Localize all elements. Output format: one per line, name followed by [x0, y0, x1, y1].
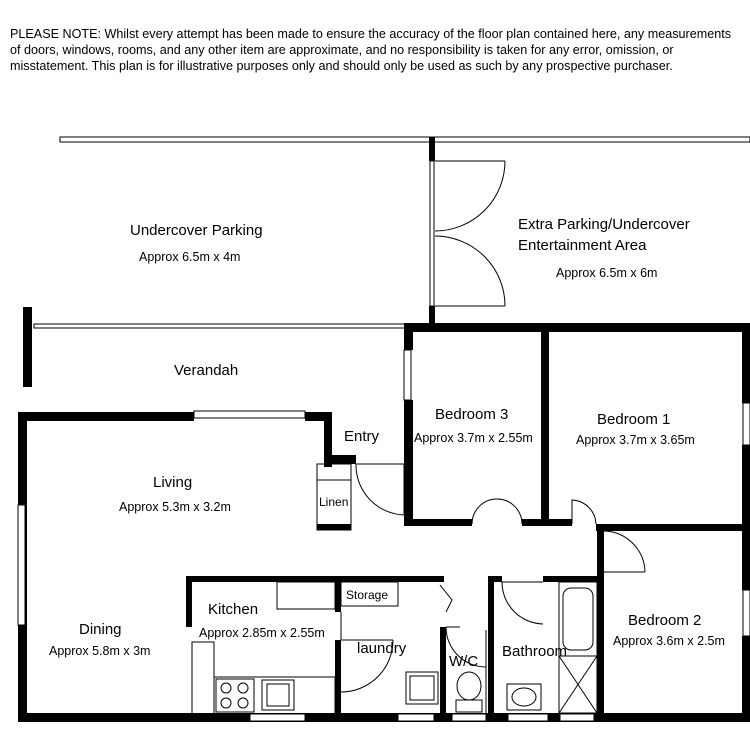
carport-divider-post [429, 137, 435, 161]
room-label-bedroom2: Bedroom 2 [628, 612, 702, 629]
carport-roof-edge [60, 137, 750, 142]
wall [18, 713, 750, 722]
wall [742, 445, 750, 590]
room-label-bedroom1: Bedroom 1 [597, 411, 671, 428]
room-label-extra-parking: Extra Parking/Undercover [518, 216, 690, 233]
kitchen-sink [262, 680, 294, 710]
room-label-verandah: Verandah [174, 362, 239, 379]
room-size-dining: Approx 5.8m x 3m [49, 644, 151, 658]
window [404, 350, 411, 400]
room-label-dining: Dining [79, 621, 122, 638]
room-label-undercover-parking: Undercover Parking [130, 222, 263, 239]
wall [317, 524, 351, 530]
entry-door [356, 464, 404, 515]
wall [543, 576, 597, 582]
room-label-living: Living [153, 474, 193, 491]
kitchen-door [440, 585, 452, 612]
wall [324, 455, 356, 464]
window [560, 714, 594, 721]
kitchen-bench [192, 642, 214, 714]
room-label-storage: Storage [346, 588, 389, 602]
kitchen-upper-cabinet [277, 582, 335, 609]
bathroom-door [502, 582, 543, 624]
window [18, 505, 25, 625]
wall [541, 332, 549, 524]
window [194, 411, 305, 418]
laundry-tub [406, 672, 438, 704]
bedroom1-door [572, 500, 596, 524]
wall [488, 576, 502, 582]
shower [559, 656, 597, 713]
wall [404, 400, 413, 525]
wall [404, 323, 750, 332]
wall [742, 636, 750, 722]
room-size-extra-parking: Approx 6.5m x 6m [556, 266, 658, 280]
carport-post [23, 307, 32, 387]
carport-door-swing [435, 161, 505, 306]
room-label-entertainment-area: Entertainment Area [518, 237, 647, 254]
wall [742, 323, 750, 403]
wall [597, 572, 604, 722]
wall [335, 582, 341, 612]
bedroom3-door [472, 499, 522, 524]
window [743, 590, 750, 636]
room-label-bedroom3: Bedroom 3 [435, 406, 509, 423]
wall [186, 582, 192, 627]
room-label-laundry: laundry [357, 640, 407, 657]
wall [440, 627, 446, 722]
room-label-wc: W/C [449, 653, 479, 670]
window [250, 714, 305, 721]
window [743, 403, 750, 445]
room-size-bedroom1: Approx 3.7m x 3.65m [576, 433, 695, 447]
room-label-entry: Entry [344, 428, 380, 445]
wall [488, 576, 494, 722]
carport-divider-opening [430, 161, 434, 306]
basin [507, 684, 541, 710]
room-label-kitchen: Kitchen [208, 601, 259, 618]
wall [522, 519, 572, 526]
disclaimer-note: PLEASE NOTE: Whilst every attempt has been made to ensure the accuracy of the floor plan contained here, any measurements of doors, windows, rooms, and any other item are approximate, and no responsibility is taken for any error, omission, or misstatement. This plan is for illustrative purposes only and should only be used as such by any prospective purchaser. [10, 27, 732, 73]
room-label-bathroom: Bathroom [502, 643, 568, 660]
room-label-linen: Linen [319, 495, 349, 509]
wall [596, 524, 750, 531]
kitchen-bench [214, 677, 335, 714]
room-size-kitchen: Approx 2.85m x 2.55m [199, 626, 325, 640]
toilet [456, 672, 482, 712]
window [398, 714, 434, 721]
wall [404, 323, 413, 350]
cooktop [216, 679, 254, 712]
wall [597, 524, 604, 572]
room-size-living: Approx 5.3m x 3.2m [119, 500, 231, 514]
wall [18, 412, 194, 421]
window [452, 714, 486, 721]
room-size-undercover-parking: Approx 6.5m x 4m [139, 250, 241, 264]
room-size-bedroom2: Approx 3.6m x 2.5m [613, 634, 725, 648]
wall [186, 576, 444, 582]
wall [335, 640, 341, 722]
bedroom2-door [604, 531, 645, 572]
wall [404, 519, 472, 526]
carport-front-beam [34, 324, 406, 328]
window [508, 714, 548, 721]
room-size-bedroom3: Approx 3.7m x 2.55m [414, 431, 533, 445]
